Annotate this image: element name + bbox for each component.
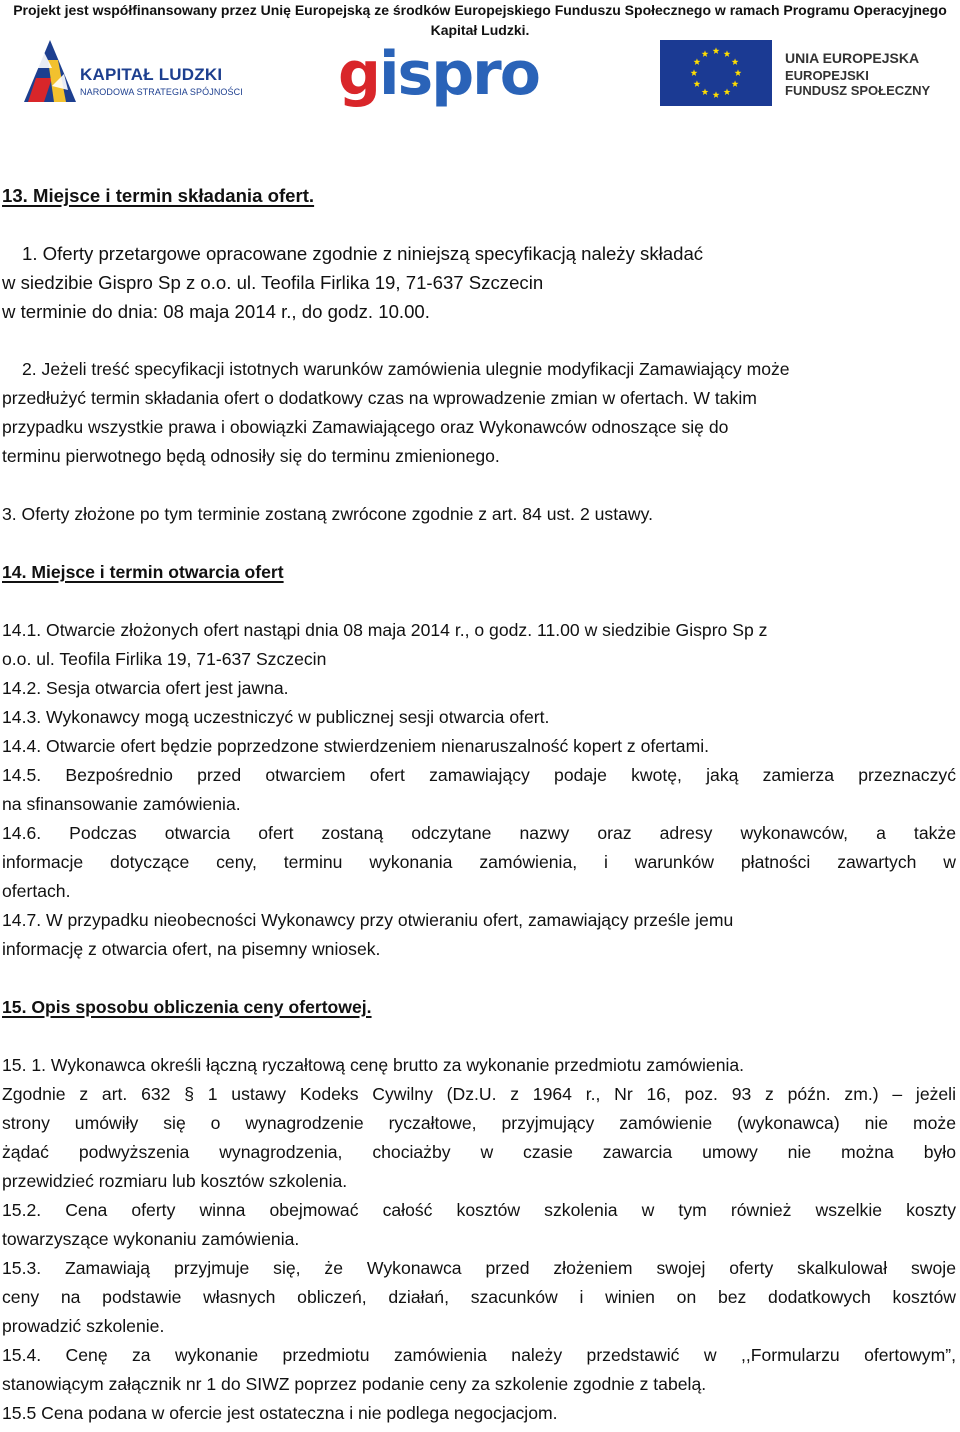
section-15-line-11: 15.4. Cenę za wykonanie przedmiotu zamówienia należy przedstawić w ,,Formularzu ofertowym”, [2,1345,956,1365]
section-13-heading: 13. Miejsce i termin składania ofert. [2,185,315,206]
eu-subtitle-line-2: FUNDUSZ SPOŁECZNY [785,83,931,98]
section-13-item-1-line-1: 1. Oferty przetargowe opracowane zgodnie z niniejszą specyfikacją należy składać [22,243,704,264]
section-14-line-10: ofertach. [2,881,71,901]
section-15-line-1: 15. 1. Wykonawca określi łączną ryczałtową cenę brutto za wykonanie przedmiotu zamówienia. [2,1055,745,1075]
gispro-wordmark [338,39,539,109]
section-14-line-7: na sfinansowanie zamówienia. [2,794,241,814]
section-14-line-1: 14.1. Otwarcie złożonych ofert nastąpi dnia 08 maja 2014 r., o godz. 11.00 w siedzibie Gispro Sp z [2,620,768,640]
section-14-line-5: 14.4. Otwarcie ofert będzie poprzedzone stwierdzeniem nienaruszalność kopert z ofertami. [2,736,710,756]
section-13-item-2-line-3: przypadku wszystkie prawa i obowiązki Zamawiającego oraz Wykonawców odnoszące się do [2,417,729,437]
eu-title: UNIA EUROPEJSKA [785,50,920,66]
funding-line-1: Projekt jest współfinansowany przez Unię Europejską ze środków Europejskiego Funduszu Społecznego w ramach Programu Operacyjnego [13,2,947,18]
eu-subtitle [785,68,930,98]
funding-statement [0,0,960,40]
funding-line-2: Kapitał Ludzki. [430,22,530,38]
section-15-line-4: żądać podwyższenia wynagrodzenia, chociażby w czasie zawarcia umowy nie można było [2,1142,956,1162]
kapital-ludzki-title: KAPITAŁ LUDZKI [80,65,223,84]
section-15-line-8: 15.3. Zamawiają przyjmuje się, że Wykonawca przed złożeniem swojej oferty skalkulował swoje [2,1258,956,1278]
section-15-line-5: przewidzieć rozmiaru lub kosztów szkolenia. [2,1171,348,1191]
section-13-item-1-line-2: w siedzibie Gispro Sp z o.o. ul. Teofila Firlika 19, 71-637 Szczecin [2,272,544,293]
section-15-line-7: towarzyszące wykonaniu zamówienia. [2,1229,300,1249]
gispro-letters-rest: ispro [378,39,539,109]
section-14-line-8: 14.6. Podczas otwarcia ofert zostaną odczytane nazwy oraz adresy wykonawców, a także [2,823,956,843]
section-13-item-2-line-4: terminu pierwotnego będą odnosiły się do terminu zmienionego. [2,446,500,466]
section-13-item-2-line-2: przedłużyć termin składania ofert o dodatkowy czas na wprowadzenie zmian w ofertach. W takim [2,388,757,408]
section-15-line-2: Zgodnie z art. 632 § 1 ustawy Kodeks Cywilny (Dz.U. z 1964 r., Nr 16, poz. 93 z późn. zm.) – jeżeli [2,1084,956,1104]
section-14-line-9: informacje dotyczące ceny, terminu wykonania zamówienia, i warunków płatności zawartych w [2,852,956,872]
section-14-line-11: 14.7. W przypadku nieobecności Wykonawcy przy otwieraniu ofert, zamawiający prześle jemu [2,910,734,930]
section-13-item-2-line-1: 2. Jeżeli treść specyfikacji istotnych warunków zamówienia ulegnie modyfikacji Zamawiający może [22,359,790,379]
section-15-line-13: 15.5 Cena podana w ofercie jest ostateczna i nie podlega negocjacjom. [2,1403,558,1423]
section-15-heading: 15. Opis sposobu obliczenia ceny ofertowej. [2,997,372,1017]
kapital-ludzki-subtitle: NARODOWA STRATEGIA SPÓJNOŚCI [80,87,243,97]
section-14-heading: 14. Miejsce i termin otwarcia ofert [2,562,284,582]
section-15-line-6: 15.2. Cena oferty winna obejmować całość kosztów szkolenia w tym również wszelkie koszty [2,1200,956,1220]
section-14-line-6: 14.5. Bezpośrednio przed otwarciem ofert zamawiający podaje kwotę, jaką zamierza przeznaczyć [2,765,956,785]
section-13-item-3: 3. Oferty złożone po tym terminie zostaną zwrócone zgodnie z art. 84 ust. 2 ustawy. [2,504,653,524]
eu-flag-icon [660,40,772,106]
gispro-letter-g: g [338,39,379,109]
section-15-line-3: strony umówiły się o wynagrodzenie ryczałtowe, przyjmujący zamówienie (wykonawca) nie może [2,1113,956,1133]
section-14-line-2: o.o. ul. Teofila Firlika 19, 71-637 Szczecin [2,649,327,669]
section-13-item-1-line-3: w terminie do dnia: 08 maja 2014 r., do godz. 10.00. [2,301,430,322]
section-15-line-9: ceny na podstawie własnych obliczeń, działań, szacunków i winien on bez dodatkowych kosztów [2,1287,956,1307]
eu-subtitle-line-1: EUROPEJSKI [785,68,869,83]
section-15-line-12: stanowiącym załącznik nr 1 do SIWZ poprzez podanie ceny za szkolenie zgodnie z tabelą. [2,1374,707,1394]
section-14-line-4: 14.3. Wykonawcy mogą uczestniczyć w publicznej sesji otwarcia ofert. [2,707,550,727]
kapital-ludzki-logo [22,38,244,110]
section-14-line-3: 14.2. Sesja otwarcia ofert jest jawna. [2,678,289,698]
section-15-line-10: prowadzić szkolenie. [2,1316,165,1336]
kapital-ludzki-emblem-icon [22,38,78,110]
eu-logo [660,40,950,110]
section-14-line-12: informację z otwarcia ofert, na pisemny wniosek. [2,939,381,959]
gispro-logo [336,36,542,116]
